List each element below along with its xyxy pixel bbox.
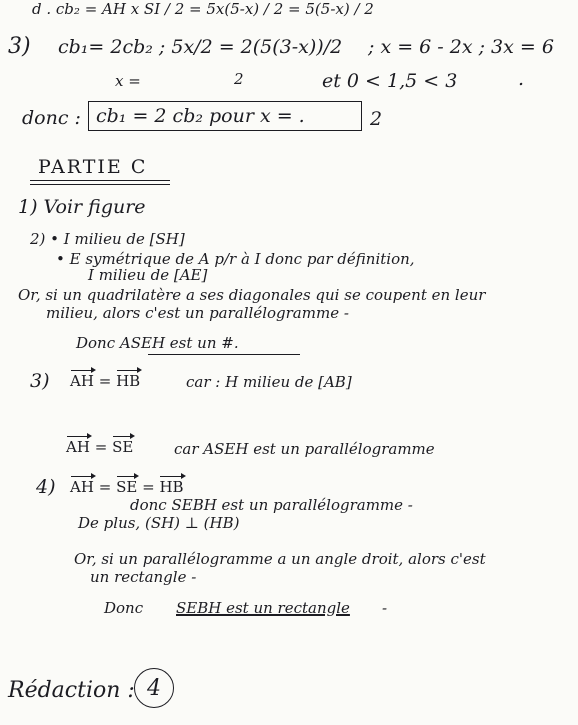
c-q1: 1) Voir figure — [18, 196, 146, 218]
conclusion-prefix: donc : — [22, 107, 81, 129]
c-q4-line2: donc SEBH est un parallélogramme - — [130, 496, 413, 514]
partie-c-underline — [30, 180, 170, 185]
q3-x-fraction-den: 2 — [234, 70, 244, 88]
c-q2-line3: I milieu de [AE] — [88, 266, 208, 284]
q3-x-fraction-num: x = — [115, 72, 141, 90]
vector-hb: HB — [116, 372, 141, 390]
c-q4-equals-1: = — [98, 478, 112, 496]
q3-condition: et 0 < 1,5 < 3 — [322, 70, 458, 92]
redaction-label: Rédaction : — [8, 678, 135, 703]
c-q2-conclusion: Donc ASEH est un #. — [76, 334, 239, 352]
q3-x-equation: ; x = 6 - 2x ; 3x = 6 — [368, 36, 554, 58]
vector-ah: AH — [70, 478, 94, 496]
c-q4-equals-2: = — [142, 478, 155, 496]
c-q3b-reason: car ASEH est un parallélogramme — [174, 440, 435, 458]
c-q3-equals: = — [98, 372, 112, 390]
c-q2-conclusion-underline — [148, 354, 300, 355]
c-q3b-expr — [66, 440, 133, 455]
vector-se: SE — [116, 478, 138, 496]
q3-equation: cb₁= 2cb₂ ; 5x/2 = 2(5(3-x))/2 — [58, 36, 343, 58]
c-q2-line1: 2) • I milieu de [SH] — [30, 230, 185, 248]
line-top: d . cb₂ = AH x SI / 2 = 5x(5-x) / 2 = 5(5-x) / 2 — [32, 0, 374, 18]
c-q3b-equals: = — [94, 438, 108, 456]
vector-hb: HB — [159, 478, 184, 496]
c-q4-expr — [70, 480, 184, 495]
redaction-score — [134, 668, 174, 708]
partie-c-heading: PARTIE C — [38, 156, 148, 178]
c-q4-number: 4) — [36, 476, 56, 498]
c-q4-conclusion-underlined: SEBH est un rectangle — [176, 599, 350, 617]
q3-dot: . — [518, 68, 525, 90]
c-q2-line5: milieu, alors c'est un parallélogramme - — [46, 304, 349, 322]
q3-number: 3) — [8, 34, 31, 59]
vector-se: SE — [112, 438, 134, 456]
vector-ah: AH — [66, 438, 90, 456]
conclusion-value: 2 — [370, 108, 383, 130]
vector-ah: AH — [70, 372, 94, 390]
conclusion-boxed: cb₁ = 2 cb₂ pour x = . — [96, 105, 305, 127]
redaction-score-value: 4 — [147, 675, 161, 701]
c-q4-line4: Or, si un parallélogramme a un angle droit, alors c'est — [74, 550, 486, 568]
c-q4-line5: un rectangle - — [90, 568, 197, 586]
c-q3-expr — [70, 374, 140, 389]
c-q4-conclusion-suffix: - — [382, 599, 388, 617]
c-q3-reason: car : H milieu de [AB] — [186, 373, 352, 391]
c-q4-line3: De plus, (SH) ⊥ (HB) — [78, 514, 240, 532]
c-q2-line4: Or, si un quadrilatère a ses diagonales qui se coupent en leur — [18, 286, 486, 304]
c-q2-line2: • E symétrique de A p/r à I donc par définition, — [56, 250, 415, 268]
c-q4-conclusion-prefix: Donc — [104, 599, 144, 617]
c-q3-number: 3) — [30, 370, 50, 392]
